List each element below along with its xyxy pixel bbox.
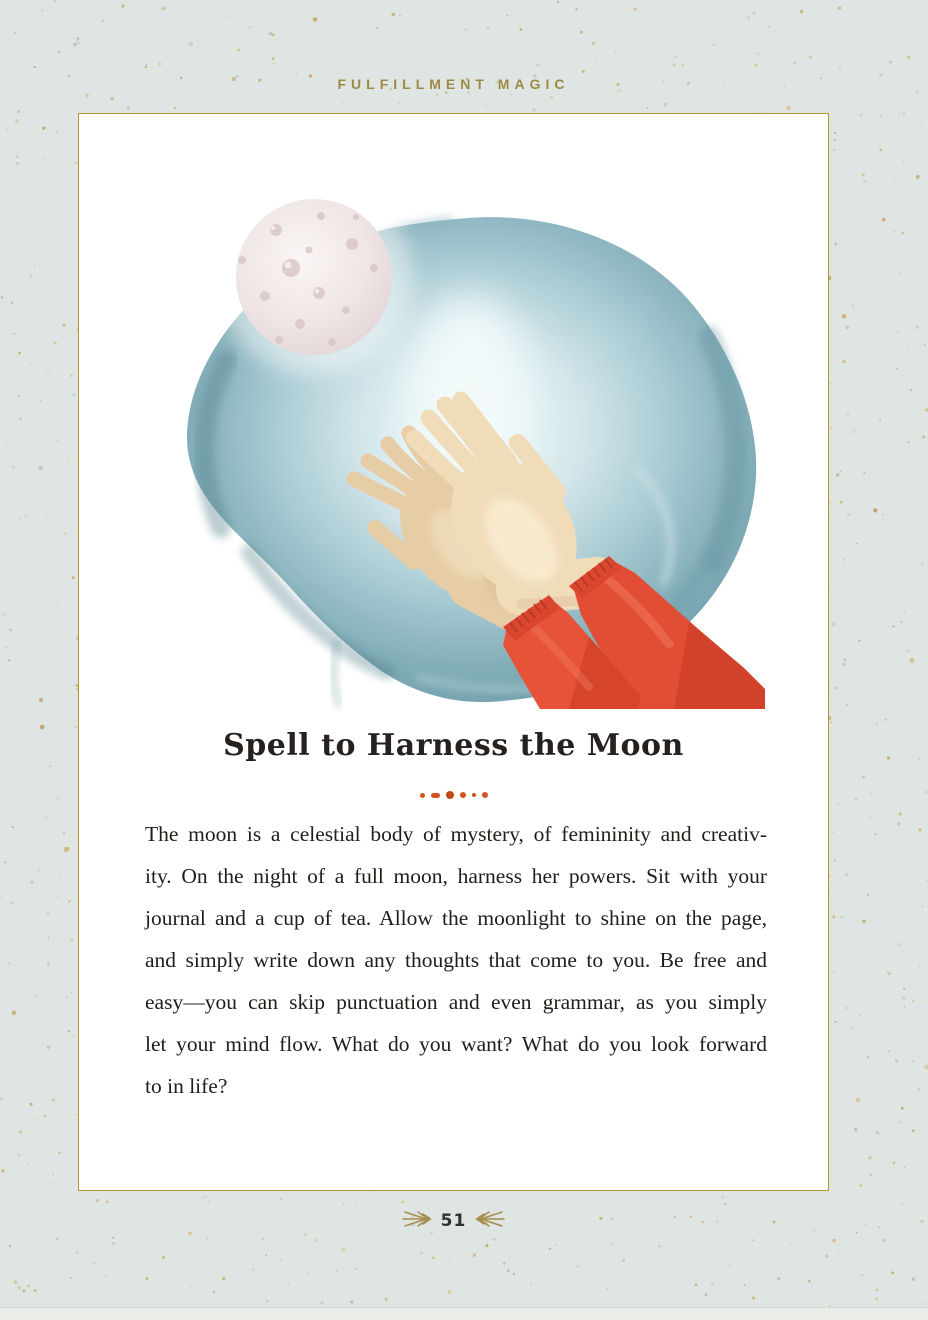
page-bottom-strip <box>0 1307 928 1320</box>
divider-dot <box>446 791 454 799</box>
divider-dot <box>420 793 425 798</box>
moon-icon <box>216 179 412 375</box>
section-divider <box>79 790 828 800</box>
body-line: journal and a cup of tea. Allow the moonlight to shine on the page, <box>145 906 767 930</box>
divider-dot <box>472 793 476 797</box>
body-line: ity. On the night of a full moon, harness her powers. Sit with your <box>145 864 767 888</box>
body-paragraph <box>145 813 767 1107</box>
body-line: let your mind flow. What do you want? What do you look forward <box>145 1032 767 1056</box>
page-panel <box>78 113 829 1191</box>
page-number: 51 <box>440 1211 467 1231</box>
body-line: and simply write down any thoughts that come to you. Be free and <box>145 948 767 972</box>
spell-title: Spell to Harness the Moon <box>223 728 684 763</box>
folio-arrow-left-icon <box>475 1208 505 1235</box>
divider-dot <box>482 792 488 798</box>
moon-hands-illustration <box>169 172 769 712</box>
body-line: to in life? <box>145 1074 228 1098</box>
page-footer <box>78 1206 829 1236</box>
folio-arrow-right-icon <box>402 1208 432 1235</box>
running-head: FULFILLMENT MAGIC <box>337 76 570 92</box>
body-line: The moon is a celestial body of mystery, of femininity and creativ- <box>145 822 767 846</box>
body-line: easy—you can skip punctuation and even grammar, as you simply <box>145 990 767 1014</box>
divider-dash <box>431 793 440 798</box>
divider-dot <box>460 792 466 798</box>
